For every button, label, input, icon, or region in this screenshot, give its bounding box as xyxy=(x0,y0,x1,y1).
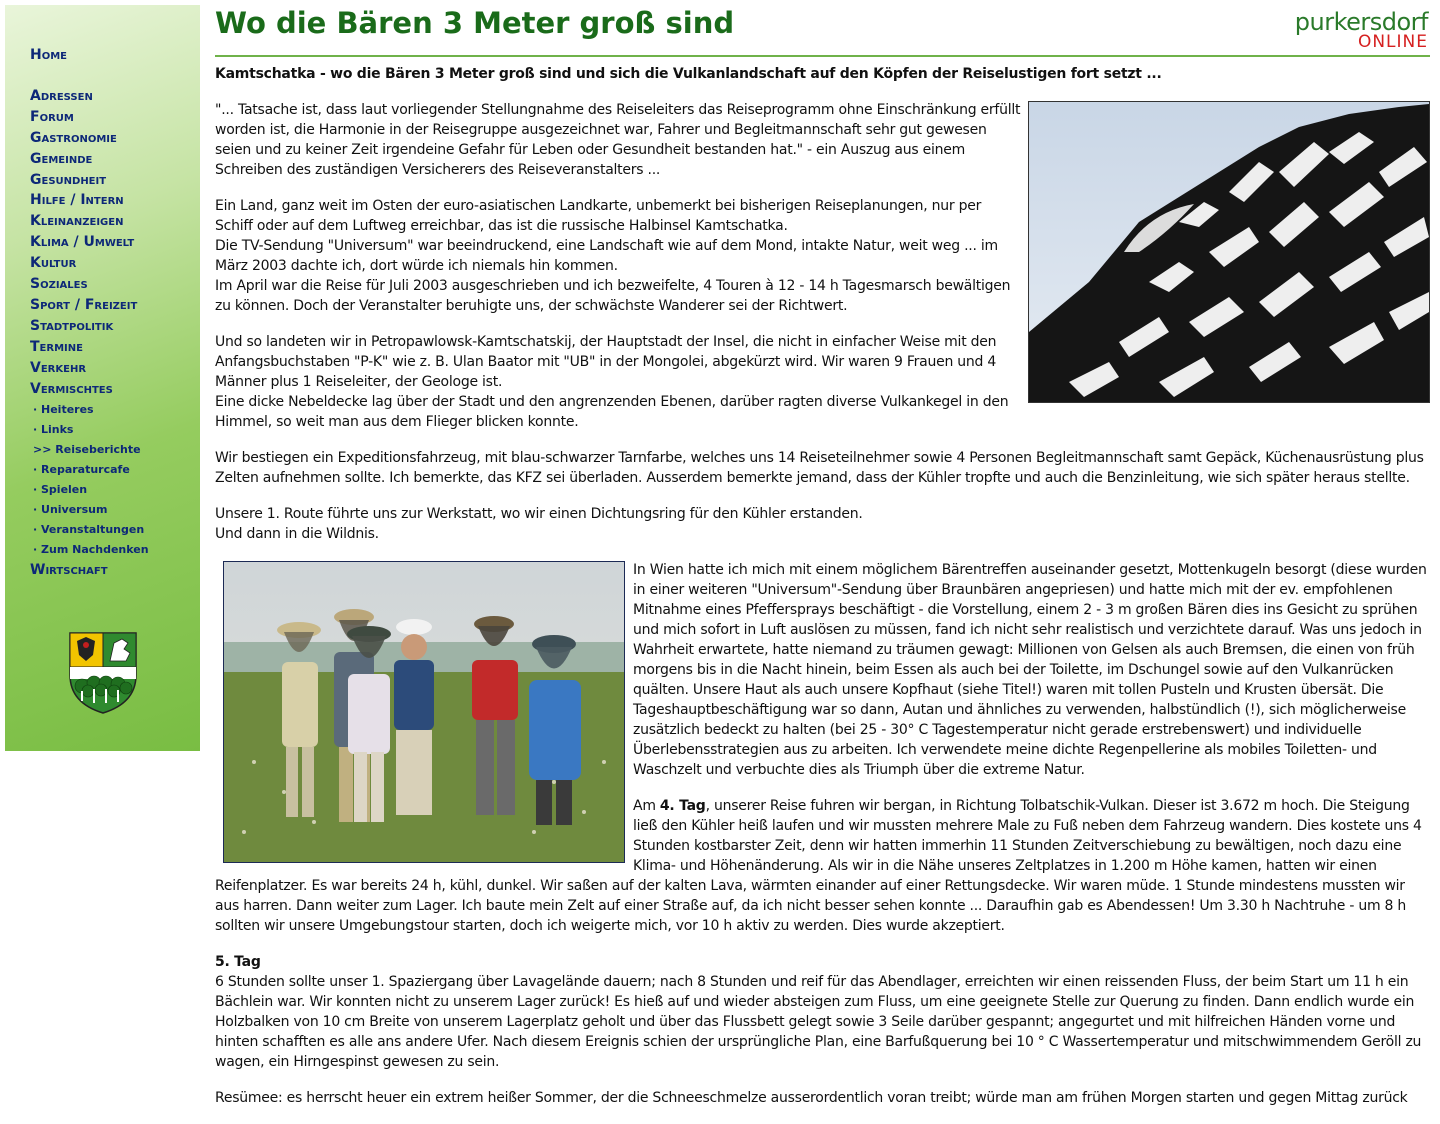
article-paragraph-day5 xyxy=(215,952,1430,1072)
nav-item-termine[interactable]: Termine xyxy=(30,338,83,355)
nav-item-vermischtes[interactable]: Vermischtes xyxy=(30,380,113,397)
logo-wordmark: purkersdorf xyxy=(1294,8,1428,36)
nav-item-kleinanzeigen[interactable]: Kleinanzeigen xyxy=(30,213,124,230)
page-title: Wo die Bären 3 Meter groß sind xyxy=(215,6,735,40)
sidebar xyxy=(5,5,200,751)
day4-heading: 4. Tag xyxy=(659,798,706,814)
article-quote: "... Tatsache ist, dass laut vorliegender Stellungnahme des Reiseleiters das Reiseprogramm ohne Einschränkung erfüllt worden ist, die Harmonie in der Reisegruppe ausgezeichnet war, Fahrer und Begleitmannschaft sehr gut gewesen seien und zu keiner Zeit irgendeine Gefahr für Leben oder Gesundheit bestanden hat." - ein Auszug aus einem Schreiben des zuständigen Versicherers des Reiseveranstalters ... xyxy=(215,102,1021,178)
snowy-volcano-image xyxy=(1029,102,1429,402)
nav-item-kultur[interactable]: Kultur xyxy=(30,255,77,272)
nav-item-gesundheit[interactable]: Gesundheit xyxy=(30,171,107,188)
nav-sub-zum-nachdenken[interactable]: · Zum Nachdenken xyxy=(33,542,149,556)
nav-item-wirtschaft[interactable]: Wirtschaft xyxy=(30,561,108,578)
nav-item-hilfe-intern[interactable]: Hilfe / Intern xyxy=(30,192,124,209)
route-line-1: Unsere 1. Route führte uns zur Werkstatt, wo wir einen Dichtungsring für den Kühler erstanden. xyxy=(215,506,863,522)
nav-item-forum[interactable]: Forum xyxy=(30,108,74,125)
nav-item-adressen[interactable]: Adressen xyxy=(30,87,93,104)
nav-item-klima-umwelt[interactable]: Klima / Umwelt xyxy=(30,234,135,251)
nav-sub-reparaturcafe[interactable]: · Reparaturcafe xyxy=(33,462,130,476)
intro-line-3: Im April war die Reise für Juli 2003 ausgeschrieben und ich bezweifelte, 4 Touren à 12 - 14 h Tagesmarsch bewältigen zu können. Doch der Veranstalter beruhigte uns, der schwächste Wanderer sei der Richtwert. xyxy=(215,278,1011,314)
nav-item-gemeinde[interactable]: Gemeinde xyxy=(30,150,93,167)
article-lead: Kamtschatka - wo die Bären 3 Meter groß sind und sich die Vulkanlandschaft auf den Köpfen der Reiselustigen fort setzt ... xyxy=(215,66,1162,82)
article-paragraph-route xyxy=(215,504,1430,544)
travel-group-image xyxy=(224,562,624,862)
nav-item-soziales[interactable]: Soziales xyxy=(30,276,88,293)
day4-text: , unserer Reise fuhren wir bergan, in Richtung Tolbatschik-Vulkan. Dieser ist 3.672 m hoch. Die Steigung ließ den Kühler heiß laufen und wir mussten mehrere Male zu Fuß neben dem Fahrzeug wandern. Dies kostete uns 4 Stunden kostbarster Zeit, denn wir hatten immerhin 11 Stunden Zeitverschiebung zu bewältigen, noch dazu eine Klima- und Höhenänderung. Als wir in die Nähe unseres Zeltplatzes in 1.200 m Höhe kamen, hatten wir einen Reifenplatzer. Es war bereits 24 h, kühl, dunkel. Wir saßen auf der kalten Lava, wärmten einander auf einer Rettungsdecke. Wir waren müde. 1 Stunde mindestens mussten wir aus harren. Dann weiter zum Lager. Ich baute mein Zelt auf einer Straße auf, da ich nicht besser sehen konnte ... Daraufhin gab es Abendessen! Um 3.30 h Nachtruhe - um 8 h sollten wir unsere Umgebungstour starten, doch ich weigerte mich, vor 10 h aktiv zu werden. Dies wurde akzeptiert. xyxy=(215,798,1422,934)
volcano-photo xyxy=(1028,101,1430,403)
main-navigation xyxy=(30,45,149,580)
coat-of-arms-icon[interactable] xyxy=(68,631,138,715)
intro-line-1: Ein Land, ganz weit im Osten der euro-asiatischen Landkarte, unbemerkt bei bisherigen Reiseplanungen, nur per Schiff oder auf dem Luftweg erreichbar, das ist die russische Halbinsel Kamtschatka. xyxy=(215,198,982,234)
day5-heading: 5. Tag xyxy=(215,954,261,970)
nav-sub-links[interactable]: · Links xyxy=(33,422,74,436)
article-paragraph-vehicle: Wir bestiegen ein Expeditionsfahrzeug, mit blau-schwarzer Tarnfarbe, welches uns 14 Reiseteilnehmer sowie 4 Personen Begleitmannschaft samt Gepäck, Küchenausrüstung plus Zelten aufnehmen sollte. Ich bemerkte, das KFZ sei überladen. Ausserdem bemerkte jemand, dass der Kühler tropfte und auch die Benzinleitung, wie sich später heraus stellte. xyxy=(215,450,1424,486)
nav-sub-heiteres[interactable]: · Heiteres xyxy=(33,402,94,416)
nav-sub-universum[interactable]: · Universum xyxy=(33,502,108,516)
header-divider xyxy=(215,55,1430,57)
day5-text: 6 Stunden sollte unser 1. Spaziergang über Lavagelände dauern; nach 8 Stunden und reif für das Abendlager, erreichten wir einen reissenden Fluss, der beim Start um 11 h ein Bächlein war. Wir konnten nicht zu unserem Lager zurück! Es hieß auf und wieder absteigen zum Fluss, um eine geeignete Stelle zur Querung zu finden. Dann endlich wurde ein Holzbalken von 10 cm Breite von unserem Lagerplatz geholt und über das Flussbett gelegt sowie 3 Seile darüber gespannt; angegurtet und mit hilfreichen Händen vorne und hinten schafften es alle ans andere Ufer. Nach diesem Ereignis schien der ursprüngliche Plan, eine Barfußquerung bei 10 ° C Wassertemperatur und mitschwimmendem Geröll zu wagen, ein Hirngespinst gewesen zu sein. xyxy=(215,974,1422,1070)
arrival-line-1: Und so landeten wir in Petropawlowsk-Kamtschatskij, der Hauptstadt der Insel, die nicht in einfacher Weise mit den Anfangsbuchstaben "P-K" wie z. B. Ulan Baator mit "UB" in der Mongolei, abgekürzt wird. Wir waren 9 Frauen und 4 Männer plus 1 Reiseleiter, der Geologe ist. xyxy=(215,334,997,390)
nav-spacer xyxy=(30,66,149,86)
intro-line-2: Die TV-Sendung "Universum" war beeindruckend, eine Landschaft wie auf dem Mond, intakte Natur, weit weg ... im März 2003 dachte ich, dort würde ich niemals hin kommen. xyxy=(215,238,998,274)
article xyxy=(215,64,1430,1124)
nav-item-stadtpolitik[interactable]: Stadtpolitik xyxy=(30,317,114,334)
day4-prefix: Am xyxy=(633,798,660,814)
nav-item-home[interactable]: Home xyxy=(30,47,67,63)
nav-sub-reiseberichte[interactable]: >> Reiseberichte xyxy=(33,442,141,456)
site-logo[interactable] xyxy=(1226,8,1430,50)
nav-sub-veranstaltungen[interactable]: · Veranstaltungen xyxy=(33,522,145,536)
nav-item-sport-freizeit[interactable]: Sport / Freizeit xyxy=(30,296,138,313)
group-photo xyxy=(223,561,625,863)
nav-item-verkehr[interactable]: Verkehr xyxy=(30,359,87,376)
route-line-2: Und dann in die Wildnis. xyxy=(215,526,379,542)
logo-subtitle: ONLINE xyxy=(1357,32,1428,52)
nav-item-gastronomie[interactable]: Gastronomie xyxy=(30,129,117,146)
article-paragraph-summary: Resümee: es herrscht heuer ein extrem heißer Sommer, der die Schneeschmelze ausserordentlich voran treibt; würde man am frühen Morgen starten und gegen Mittag zurück xyxy=(215,1090,1408,1106)
nav-sub-spielen[interactable]: · Spielen xyxy=(33,482,88,496)
article-paragraph-bears: In Wien hatte ich mich mit einem möglichem Bärentreffen auseinander gesetzt, Mottenkugeln besorgt (diese wurden in einer weiteren "Universum"-Sendung über Braunbären angepriesen) und hatte mich mit der ev. empfohlenen Mitnahme eines Pfeffersprays beschäftigt - die Vorstellung, einem 2 - 3 m großen Bären dies ins Gesicht zu sprühen und mich sofort in Luft auslösen zu müssen, fand ich nicht sehr realistisch und verzichtete darauf. Was uns jedoch in Wahrheit erwartete, hatte niemand zu träumen gewagt: Millionen von Gelsen als auch Bremsen, die einen von früh morgens bis in die Nacht hinein, beim Essen als auch bei der Toilette, im Dschungel sowie auf den Vulkanrücken quälten. Unsere Haut als auch unsere Kopfhaut (siehe Titel!) waren mit tollen Pusteln und Krusten übersät. Die Tageshauptbeschäftigung war so dann, Autan und ähnliches zu verwenden, halbstündlich (!), sich möglicherweise zusätzlich bedeckt zu halten (bei 25 - 30° C Tagestemperatur nicht gerade erstrebenswert) und individuelle Überlebensstrategien aus zu arbeiten. Ich verwendete meine dichte Regenpellerine als mobiles Toiletten- und Waschzelt und verbuchte dies als Triumph über die extreme Natur. xyxy=(633,562,1427,778)
arrival-line-2: Eine dicke Nebeldecke lag über der Stadt und den angrenzenden Ebenen, darüber ragten diverse Vulkankegel in den Himmel, so weit man aus dem Flieger blicken konnte. xyxy=(215,394,1009,430)
